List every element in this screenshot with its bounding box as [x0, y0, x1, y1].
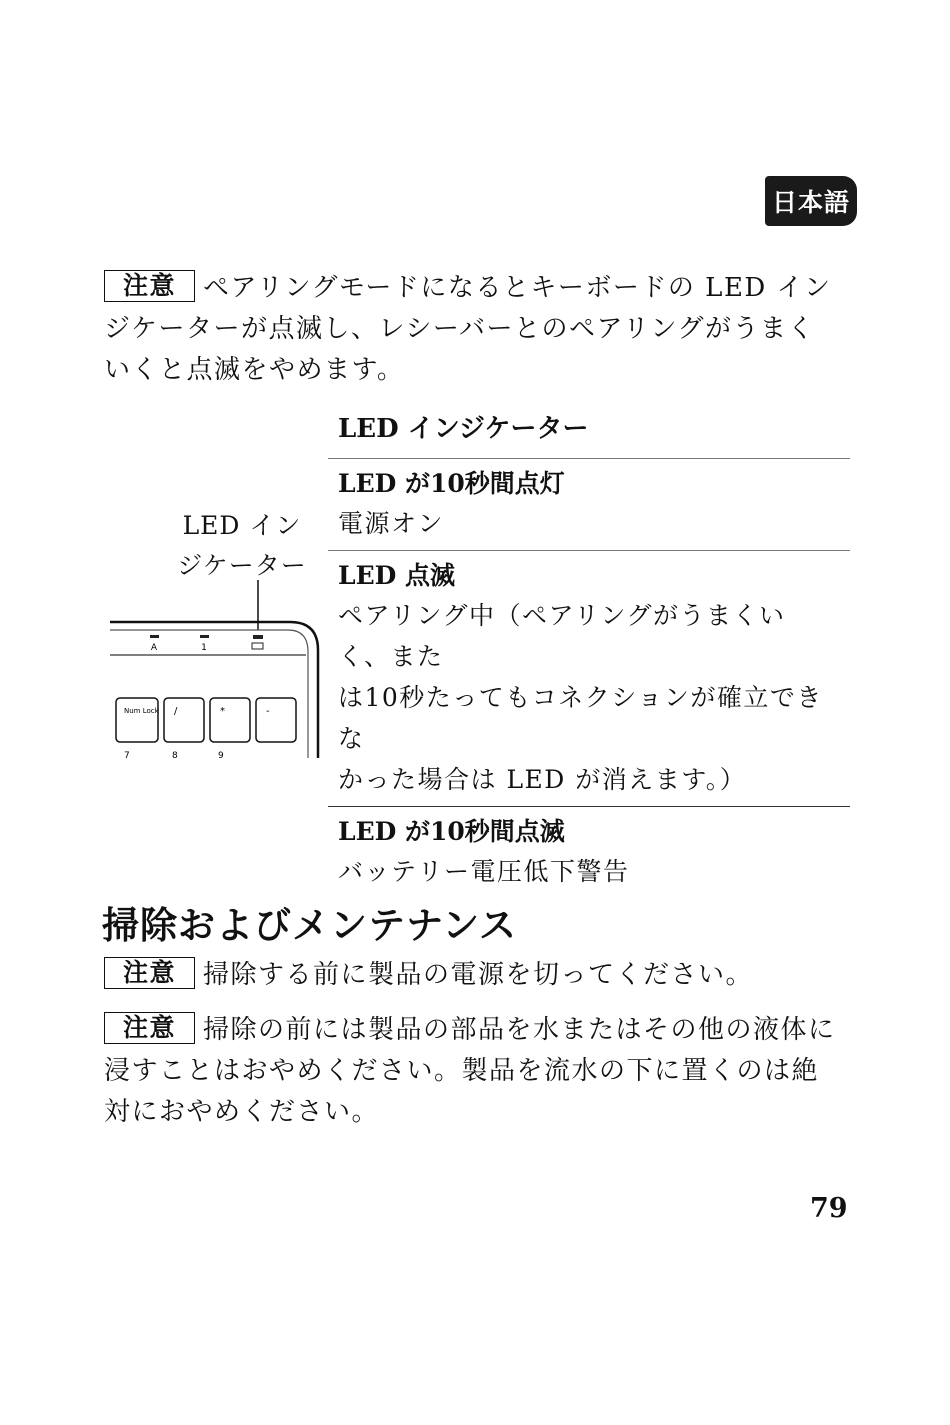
led-row-desc: かった場合は LED が消えます。） [338, 765, 747, 794]
intro-text: ペアリングモードになるとキーボードの LED インジケーターが点滅し、レシーバーとのペアリングがうまくいくと点滅をやめます。 [104, 273, 832, 385]
led-row-title: LED が10秒間点滅 [338, 817, 565, 846]
led-row-desc: く、また [338, 642, 444, 671]
led-indicator-callout [172, 506, 312, 586]
key-label: * [220, 706, 225, 717]
keyboard-inner-edge [110, 630, 308, 758]
page-number: 79 [810, 1193, 848, 1224]
caution-paragraph-1 [104, 955, 839, 996]
battery-symbol-icon [252, 643, 263, 649]
caution-label: 注意 [104, 1012, 195, 1044]
callout-line: ジケーター [177, 551, 307, 580]
keyboard-outer-edge [110, 622, 318, 758]
indicator-label: A [150, 643, 158, 653]
led-table-header: LED インジケーター [338, 414, 589, 444]
keyboard-illustration [110, 580, 320, 758]
indicator-led-num [200, 635, 209, 638]
key-label: 7 [124, 751, 130, 758]
key-label: / [174, 706, 178, 717]
led-row-desc: 電源オン [338, 509, 445, 538]
led-row-title: LED が10秒間点灯 [338, 469, 565, 498]
indicator-led-status [253, 635, 263, 639]
key-label: 8 [172, 751, 178, 758]
caution-text: 掃除の前には製品の部品を水またはその他の液体に浸すことはおやめください。製品を流水の下に置くのは絶対におやめください。 [104, 1015, 836, 1127]
key-label: - [266, 706, 270, 717]
language-tab: 日本語 [765, 176, 857, 226]
key-minus [256, 698, 296, 742]
callout-line: LED イン [182, 511, 302, 540]
key-slash [164, 698, 204, 742]
led-row-blink [328, 550, 850, 806]
led-row-low-battery [328, 806, 850, 898]
key-label: Num Lock [124, 707, 159, 715]
led-row-on [328, 458, 850, 550]
intro-paragraph [104, 268, 839, 391]
caution-paragraph-2 [104, 1010, 839, 1133]
caution-text: 掃除する前に製品の電源を切ってください。 [203, 960, 754, 990]
indicator-label: 1 [201, 643, 207, 653]
led-row-desc: ペアリング中（ペアリングがうまくい [338, 601, 786, 630]
led-row-desc: は10秒たってもコネクションが確立でき [338, 683, 823, 712]
caution-label: 注意 [104, 270, 195, 302]
key-label: 9 [218, 751, 224, 758]
led-row-desc: バッテリー電圧低下警告 [338, 857, 630, 886]
led-row-title: LED 点滅 [338, 561, 456, 590]
led-row-desc: な [338, 724, 365, 753]
indicator-led-a [150, 635, 159, 638]
caution-label: 注意 [104, 957, 195, 989]
key-num-lock [116, 698, 158, 742]
maintenance-heading: 掃除およびメンテナンス [102, 904, 518, 947]
led-status-table [328, 458, 850, 898]
key-asterisk [210, 698, 250, 742]
